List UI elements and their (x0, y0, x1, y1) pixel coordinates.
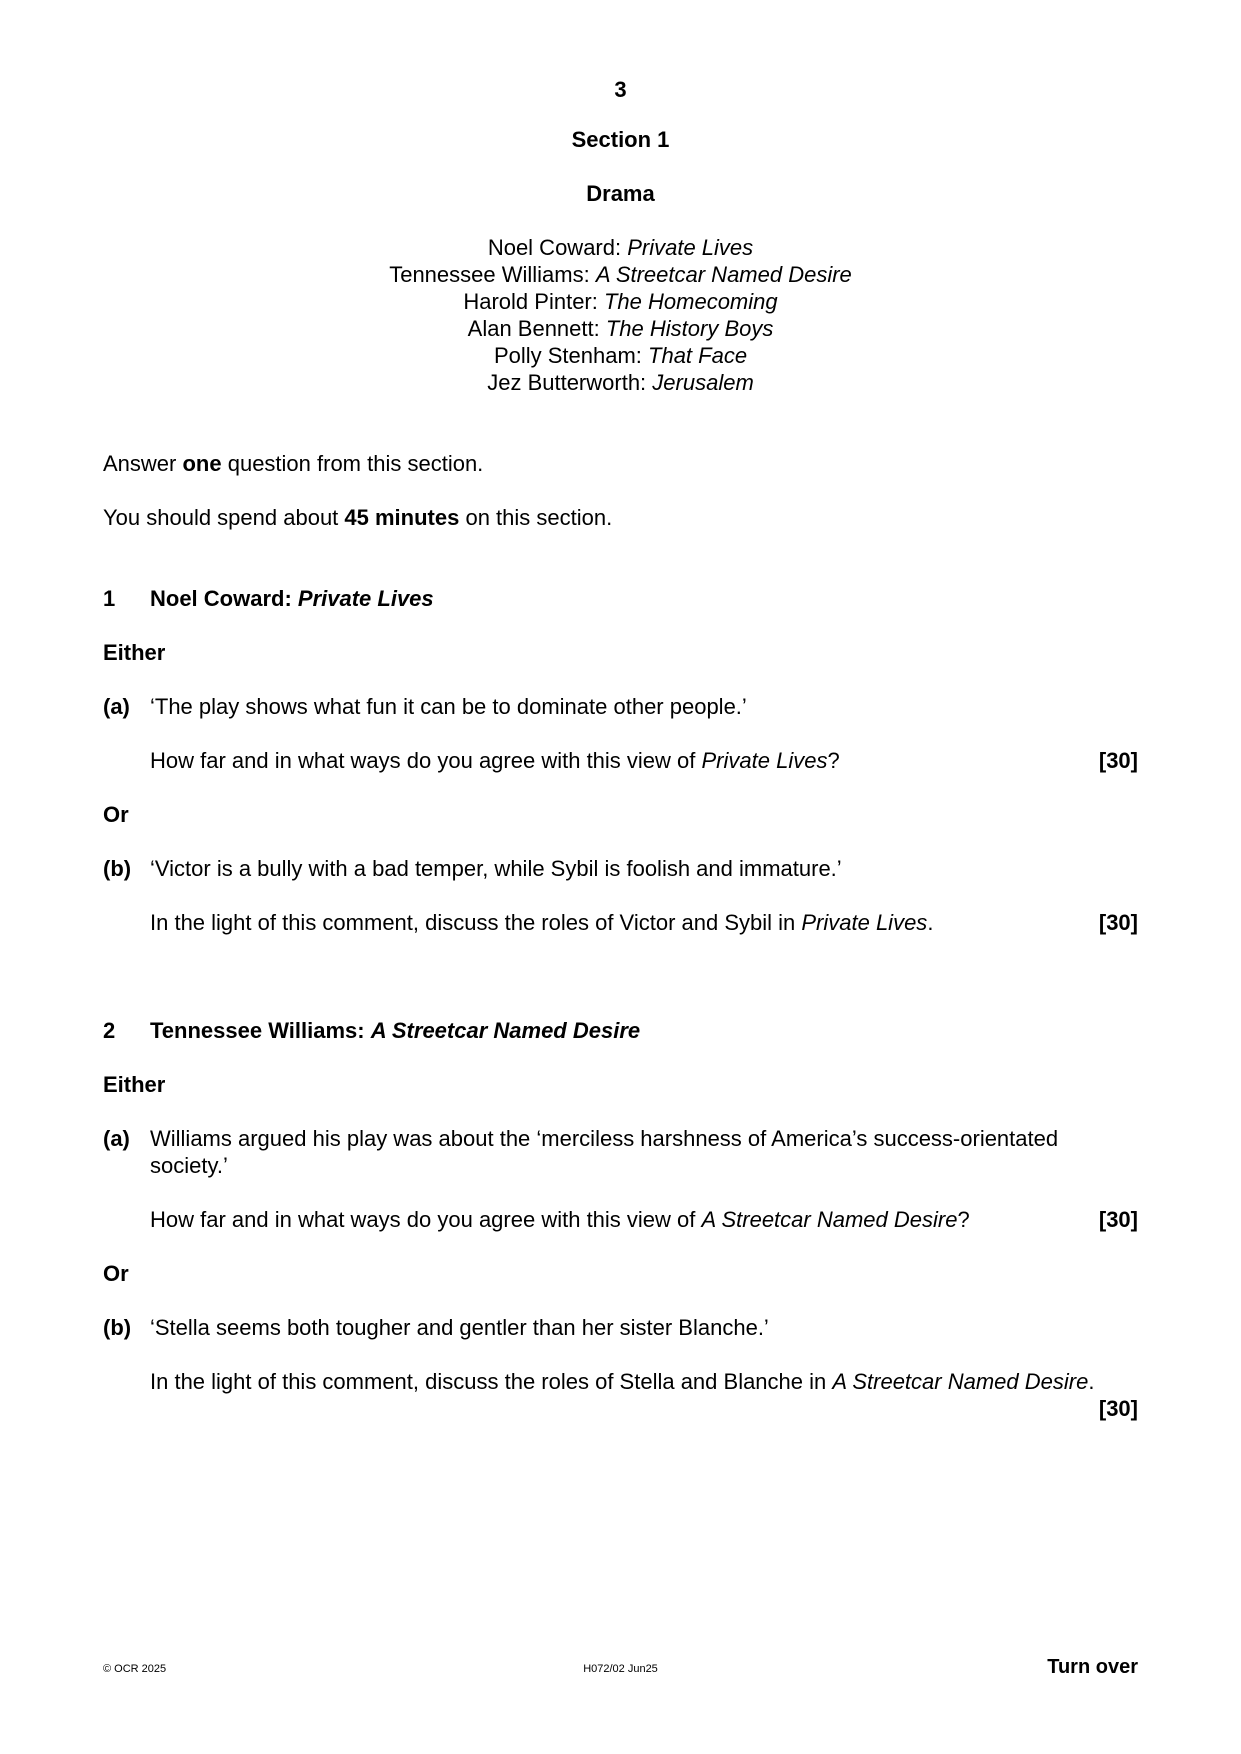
q1-number: 1 (103, 586, 116, 611)
q1a-marks: [30] (1098, 748, 1138, 773)
q2b-label: (b) (103, 1315, 132, 1340)
page-number: 3 (614, 77, 627, 102)
q1b-task: In the light of this comment, discuss the roles of Victor and Sybil in Private Lives. (150, 910, 934, 935)
q1-either: Either (103, 640, 166, 665)
q2-number: 2 (103, 1018, 116, 1043)
instruction-time: You should spend about 45 minutes on this section. (103, 505, 613, 530)
q1a-label: (a) (103, 694, 130, 719)
q2-or: Or (103, 1261, 129, 1286)
q2b-quote: ‘Stella seems both tougher and gentler than her sister Blanche.’ (150, 1315, 769, 1340)
q2b-marks: [30] (1098, 1396, 1138, 1421)
q2-heading: Tennessee Williams: A Streetcar Named Desire (150, 1018, 641, 1043)
set-text-6: Jez Butterworth: Jerusalem (487, 370, 754, 395)
footer-code: H072/02 Jun25 (583, 1663, 658, 1675)
section-subtitle: Drama (586, 181, 655, 206)
q2a-quote-line1: Williams argued his play was about the ‘merciless harshness of America’s success-orientated (150, 1126, 1059, 1151)
q1a-quote: ‘The play shows what fun it can be to dominate other people.’ (150, 694, 747, 719)
q1b-quote: ‘Victor is a bully with a bad temper, while Sybil is foolish and immature.’ (150, 856, 842, 881)
set-text-4: Alan Bennett: The History Boys (467, 316, 774, 341)
q2a-marks: [30] (1098, 1207, 1138, 1232)
q2a-label: (a) (103, 1126, 130, 1151)
set-text-2: Tennessee Williams: A Streetcar Named Desire (389, 262, 852, 287)
section-title: Section 1 (571, 127, 670, 152)
q1-heading: Noel Coward: Private Lives (150, 586, 434, 611)
q1-or: Or (103, 802, 129, 827)
q1b-marks: [30] (1098, 910, 1138, 935)
instruction-answer: Answer one question from this section. (103, 451, 484, 476)
q2-either: Either (103, 1072, 166, 1097)
q2a-task: How far and in what ways do you agree with this view of A Streetcar Named Desire? (150, 1207, 970, 1232)
set-text-3: Harold Pinter: The Homecoming (463, 289, 778, 314)
q1b-label: (b) (103, 856, 132, 881)
footer-turn-over: Turn over (1047, 1656, 1138, 1678)
q2b-task: In the light of this comment, discuss the roles of Stella and Blanche in A Streetcar Named Desire. (150, 1369, 1095, 1394)
q1a-task: How far and in what ways do you agree with this view of Private Lives? (150, 748, 840, 773)
q2a-quote-line2: society.’ (150, 1153, 228, 1178)
footer-copyright: © OCR 2025 (103, 1663, 167, 1675)
set-text-5: Polly Stenham: That Face (493, 343, 748, 368)
set-text-1: Noel Coward: Private Lives (487, 235, 754, 260)
